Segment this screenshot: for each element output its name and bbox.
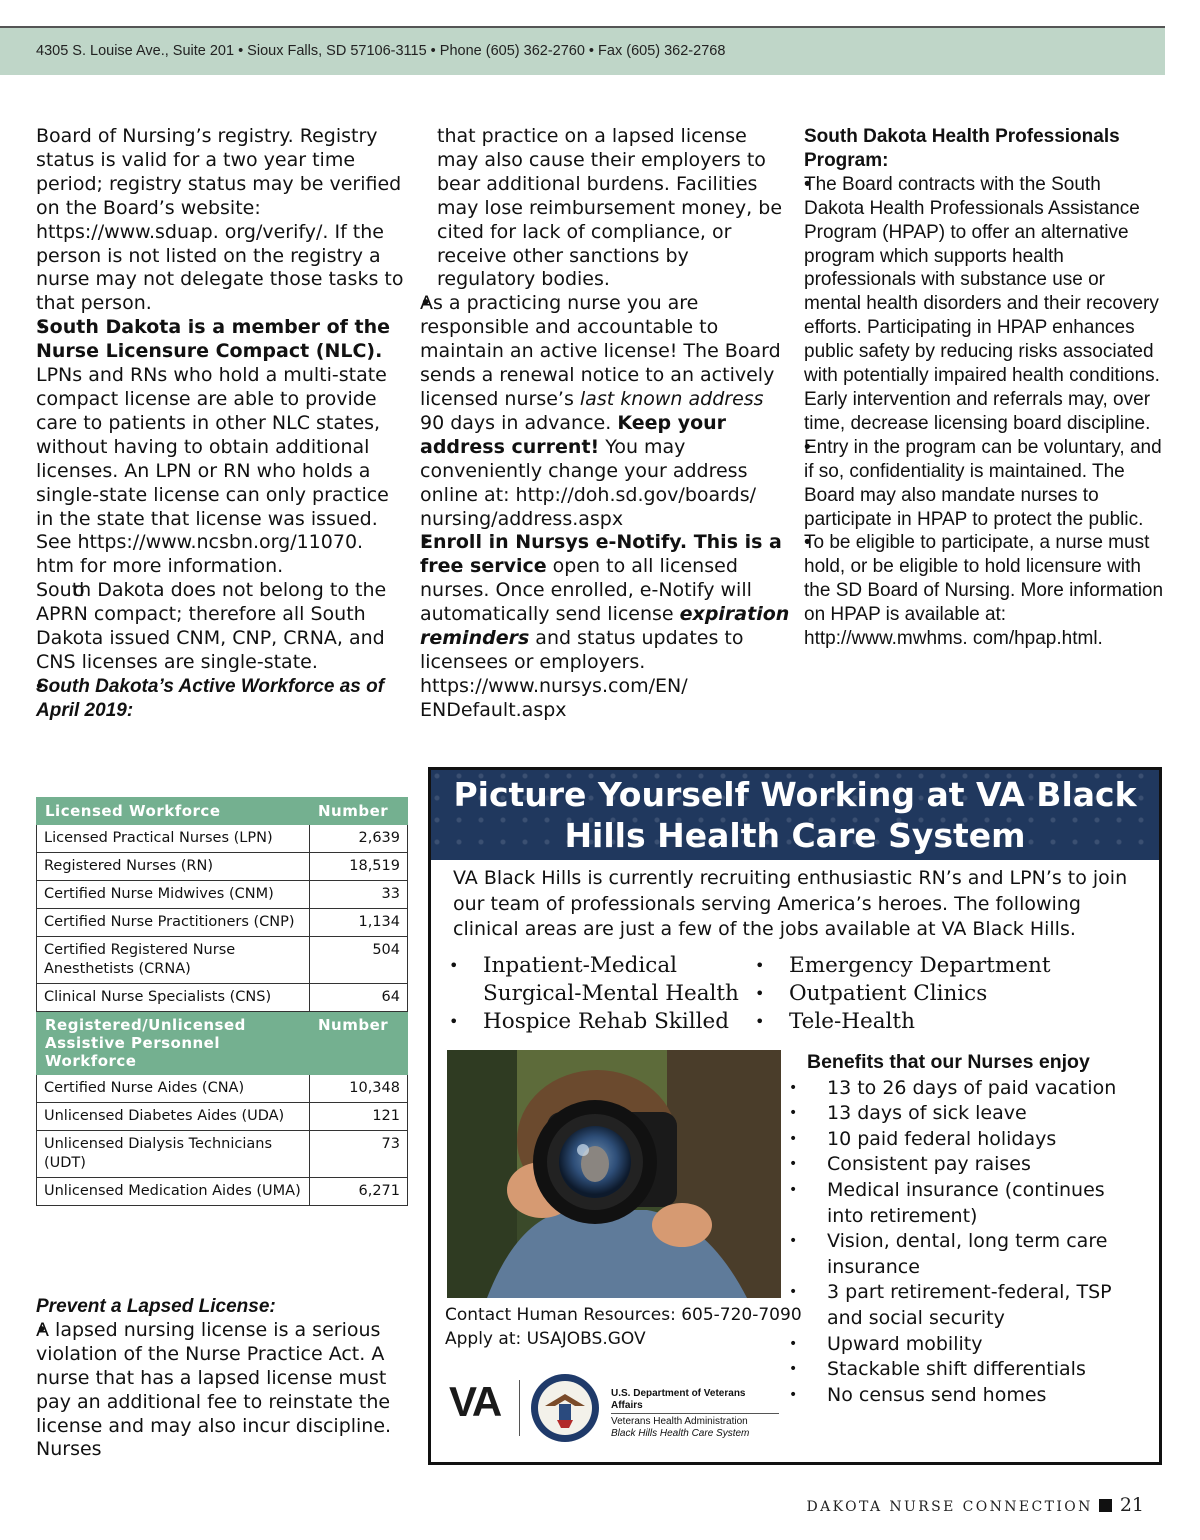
table-row <box>37 909 408 937</box>
benefit-item: • No census send homes <box>787 1383 1147 1409</box>
publication-name: DAKOTA NURSE CONNECTION <box>806 1499 1093 1515</box>
workforce-count: 18,519 <box>310 853 408 881</box>
aprn-subbullet: o South Dakota does not belong to the APRN compact; therefore all South Dakota issued CNM, CNP, CRNA, and CNS licenses are single-state. <box>36 579 406 675</box>
prevent-bullet: • A lapsed nursing license is a serious violation of the Nurse Practice Act. A nurse that has a lapsed license must pay an additional fee to reinstate the license and may also incur discipline. Nurses <box>36 1319 406 1462</box>
workforce-category: Certified Nurse Midwives (CNM) <box>37 881 310 909</box>
workforce-count: 2,639 <box>310 825 408 853</box>
nurse-camera-photo <box>447 1050 781 1298</box>
hpap-item: • Entry in the program can be voluntary, and if so, confidentiality is maintained. The Board may also mandate nurses to participate in HPAP to protect the public. <box>804 436 1166 532</box>
workforce-count: 6,271 <box>310 1178 408 1206</box>
nursys-bullet <box>420 531 790 722</box>
page-footer <box>807 1494 1144 1516</box>
table-row <box>37 1178 408 1206</box>
va-system-name: Black Hills Health Care System <box>611 1428 750 1439</box>
benefit-item: • Medical insurance (continues into retirement) <box>787 1178 1147 1229</box>
workforce-category: Certified Nurse Practitioners (CNP) <box>37 909 310 937</box>
table-row <box>37 853 408 881</box>
workforce-category: Clinical Nurse Specialists (CNS) <box>37 984 310 1012</box>
benefit-item: • Stackable shift differentials <box>787 1357 1147 1383</box>
benefit-item: • Consistent pay raises <box>787 1152 1147 1178</box>
prevent-section <box>36 1295 406 1462</box>
workforce-category: Certified Registered Nurse Anesthetists (CRNA) <box>37 937 310 984</box>
column-header-category: Licensed Workforce <box>37 798 310 825</box>
practicing-text-a: As a practicing nurse you are responsible and accountable to maintain an active license! The Board sends a renewal notice to an actively licensed nurse’s <box>420 292 781 410</box>
workforce-count: 64 <box>310 984 408 1012</box>
clinical-area: • Tele-Health <box>755 1008 1055 1036</box>
column-3 <box>804 125 1166 651</box>
benefits-list <box>787 1050 1147 1408</box>
column-header-category: Registered/Unlicensed Assistive Personnel Workforce <box>37 1012 310 1075</box>
va-vha-name: Veterans Health Administration <box>611 1416 748 1427</box>
column-2 <box>420 125 790 723</box>
va-advertisement <box>428 767 1162 1465</box>
column-1 <box>36 125 406 723</box>
va-logo <box>449 1372 779 1452</box>
workforce-table <box>36 797 408 1206</box>
workforce-count: 1,134 <box>310 909 408 937</box>
clinical-areas-right <box>755 952 1055 1036</box>
nursys-text-a: open to all licensed nurses. Once enrolled, e-Notify will automatically send license <box>420 555 752 626</box>
table-row <box>37 881 408 909</box>
address-bar <box>0 28 1165 75</box>
prevent-heading: Prevent a Lapsed License: <box>36 1296 276 1317</box>
table-row <box>37 1075 408 1103</box>
registry-continued: Board of Nursing’s registry. Registry status is valid for a two year time period; registry status may be verified on the Board’s website: https://www.sduap. org/verify/. If the person is not listed on the registry a nurse may not delegate those tasks to that person. <box>36 125 404 315</box>
clinical-area: • Hospice Rehab Skilled <box>449 1008 739 1036</box>
apply-link: Apply at: USAJOBS.GOV <box>445 1329 646 1349</box>
table-row <box>37 984 408 1012</box>
benefit-item: • 13 to 26 days of paid vacation <box>787 1076 1147 1102</box>
practicing-text-b: 90 days in advance. <box>420 411 618 434</box>
nlc-bullet <box>36 316 406 579</box>
practicing-text-c: You may conveniently change your address online at: http://doh.sd.gov/boards/ nursing/address.aspx <box>420 435 756 530</box>
hpap-item: • The Board contracts with the South Dakota Health Professionals Assistance Program (HPAP) to offer an alternative program which supports health professionals with substance use or mental health disorders and their recovery efforts. Participating in HPAP enhances public safety by reducing risks associated with potentially impaired health conditions. Early intervention and referrals may, over time, decrease licensing board discipline. <box>804 173 1166 436</box>
workforce-heading: • South Dakota’s Active Workforce as of April 2019: <box>36 675 406 723</box>
workforce-count: 504 <box>310 937 408 984</box>
workforce-category: Certified Nurse Aides (CNA) <box>37 1075 310 1103</box>
benefit-item: • 3 part retirement-federal, TSP and social security <box>787 1280 1147 1331</box>
workforce-category: Unlicensed Diabetes Aides (UDA) <box>37 1103 310 1131</box>
address-text: 4305 S. Louise Ave., Suite 201 • Sioux Falls, SD 57106-3115 • Phone (605) 362-2760 • Fax (605) 362-2768 <box>36 43 726 59</box>
column-header-number: Number <box>310 1012 408 1075</box>
ad-title-line1: Picture Yourself Working at VA Black <box>453 775 1137 814</box>
table-row <box>37 937 408 984</box>
benefits-heading: Benefits that our Nurses enjoy <box>807 1051 1090 1073</box>
va-logo-text: VA <box>449 1378 501 1425</box>
va-seal-icon <box>529 1372 601 1444</box>
table-header-row <box>37 798 408 825</box>
ad-intro: VA Black Hills is currently recruiting enthusiastic RN’s and LPN’s to join our team of professionals serving America’s heroes. The following clinical areas are just a few of the jobs available at VA Black Hills. <box>453 867 1128 940</box>
workforce-category: Unlicensed Dialysis Technicians (UDT) <box>37 1131 310 1178</box>
va-dept-name: U.S. Department of Veterans Affairs <box>611 1388 746 1411</box>
ad-banner <box>431 770 1159 860</box>
workforce-count: 121 <box>310 1103 408 1131</box>
benefit-item: • Upward mobility <box>787 1332 1147 1358</box>
lapsed-continued: that practice on a lapsed license may also cause their employers to bear additional burdens. Facilities may lose reimbursement money, be cited for lack of compliance, or receive other sanctions by regulatory bodies. <box>437 125 783 291</box>
hpap-item: • To be eligible to participate, a nurse must hold, or be eligible to hold licensure with the SD Board of Nursing. More information on HPAP is available at: http://www.mwhms. com/hpap.html. <box>804 531 1166 651</box>
workforce-count: 10,348 <box>310 1075 408 1103</box>
table-header-row <box>37 1012 408 1075</box>
workforce-category: Unlicensed Medication Aides (UMA) <box>37 1178 310 1206</box>
workforce-count: 33 <box>310 881 408 909</box>
nursys-bold: Enroll in Nursys e-Notify. This is a free service <box>420 531 782 578</box>
practicing-bold: Keep your address current! <box>420 411 727 458</box>
benefit-item: • 10 paid federal holidays <box>787 1127 1147 1153</box>
nlc-text: LPNs and RNs who hold a multi-state compact license are able to provide care to patients in other NLC states, without having to obtain additional licenses. An LPN or RN who holds a single-state license can only practice in the state that license was issued. See https://www.ncsbn.org/11070. htm for more information. <box>36 364 389 578</box>
column-header-number: Number <box>310 798 408 825</box>
hpap-heading: South Dakota Health Professionals Program: <box>804 126 1120 171</box>
practicing-nurse-bullet <box>420 292 790 531</box>
footer-square-icon <box>1099 1499 1112 1512</box>
contact-info <box>445 1303 802 1351</box>
workforce-category: Licensed Practical Nurses (LPN) <box>37 825 310 853</box>
workforce-category: Registered Nurses (RN) <box>37 853 310 881</box>
nursys-text-b: and status updates to licensees or employers. https://www.nursys.com/EN/ ENDefault.aspx <box>420 627 744 721</box>
workforce-count: 73 <box>310 1131 408 1178</box>
clinical-area: • Inpatient-Medical Surgical-Mental Health <box>449 952 739 1008</box>
ad-title-line2: Hills Health Care System <box>564 816 1026 855</box>
clinical-areas-left <box>449 952 739 1036</box>
contact-phone: Contact Human Resources: 605-720-7090 <box>445 1305 802 1325</box>
benefit-item: • Vision, dental, long term care insurance <box>787 1229 1147 1280</box>
practicing-italic: last known address <box>579 387 764 410</box>
benefit-item: • 13 days of sick leave <box>787 1101 1147 1127</box>
table-row <box>37 1103 408 1131</box>
nursys-bold-italic: expiration reminders <box>420 603 790 650</box>
table-row <box>37 1131 408 1178</box>
nlc-bold: South Dakota is a member of the Nurse Licensure Compact (NLC). <box>36 316 391 363</box>
table-row <box>37 825 408 853</box>
clinical-area: • Emergency Department <box>755 952 1055 980</box>
clinical-area: • Outpatient Clinics <box>755 980 1055 1008</box>
page-number: 21 <box>1119 1494 1144 1516</box>
